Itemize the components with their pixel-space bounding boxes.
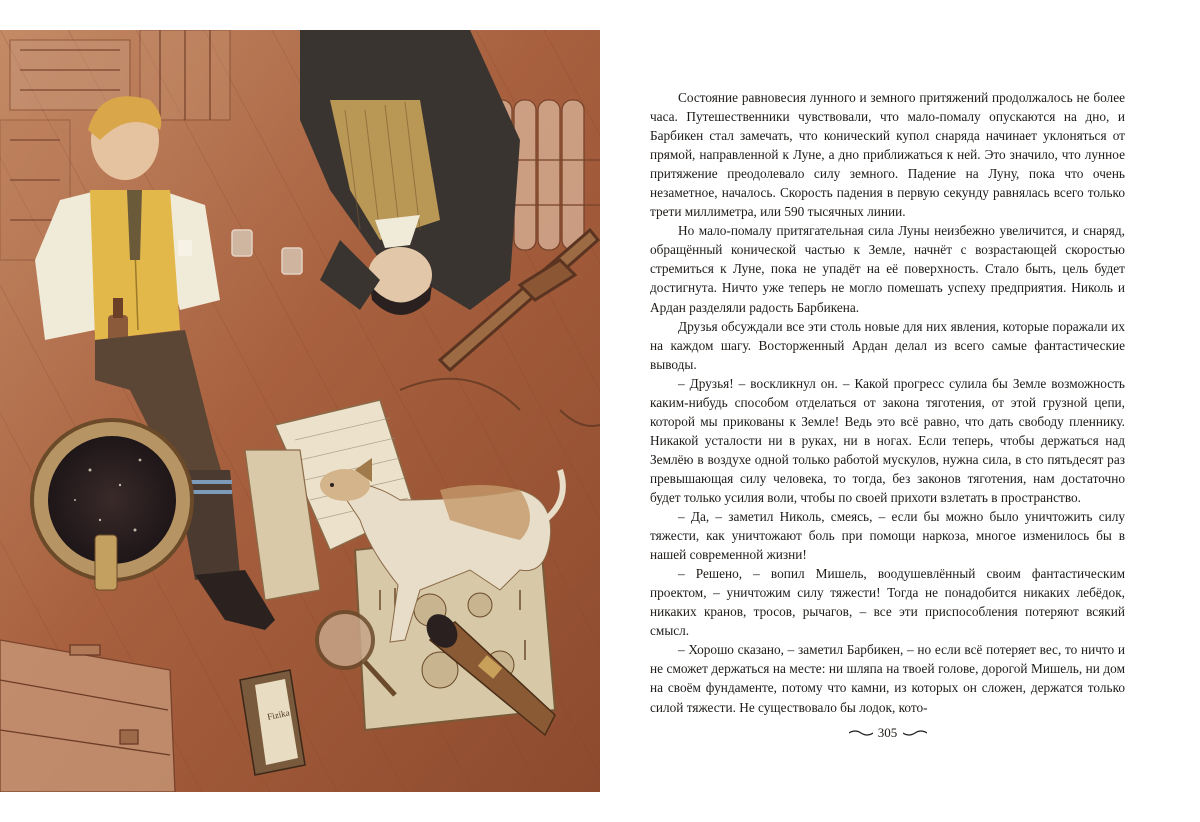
- paragraph: Состояние равновесия лунного и земного притяжений продолжалось не более часа. Путешественники чувствовали, что мало-помалу опускаются на дно, и Барбикен стал замечать, что конический купол снаряда начинает уклоняться от прямой, направленной к Луне, а дно приближаться к ней. Это значило, что лунное притяжение преодолевало силу земного. Падение на Луну, пока что очень незаметное, началось. Скорость падения в первую секунду равнялась всего только трети миллиметра, или 590 тысячных линии.: [650, 90, 1125, 220]
- paragraph: – Решено, – вопил Мишель, воодушевлённый своим фантастическим проектом, – уничтожим силу тяжести! Тогда не понадобится никаких лебёдок, никаких кранов, тросов, рычагов, – все эти приспособления потеряют всякий смысл.: [650, 566, 1125, 639]
- man-in-coat: [300, 30, 520, 315]
- page-number-text: 305: [877, 725, 898, 741]
- left-ornament-icon: [849, 729, 873, 737]
- book-spine-text: Fizika: [266, 707, 291, 722]
- page-number: [650, 724, 1125, 741]
- paragraph: – Да, – заметил Николь, смеясь, – если бы можно было уничтожить силу тяжести, как уничтожают боль при помощи наркоза, многое изменилось бы в нашей современной жизни!: [650, 509, 1125, 563]
- illustration-artwork: [0, 30, 600, 792]
- right-ornament-icon: [903, 729, 927, 737]
- illustration: [0, 30, 600, 792]
- paragraph: Но мало-помалу притягательная сила Луны неизбежно увеличится, и снаряд, обращённый конической частью к Земле, начнёт с возрастающей скоростью стремиться к Луне, пока не упадёт на её поверхность. Стало быть, цель будет достигнута. Ничто уже теперь не могло помешать успеху предприятия. Николь и Ардан разделяли радость Барбикена.: [650, 223, 1125, 315]
- paragraph: Друзья обсуждали все эти столь новые для них явления, которые поражали их на каждом шагу. Восторженный Ардан делал из всего самые фантастические выводы.: [650, 318, 1125, 372]
- paragraph: – Хорошо сказано, – заметил Барбикен, – но если всё потеряет вес, то ничто и не сможет держаться на месте: ни шляпа на твоей голове, дорогой Мишель, ни дом на своём фундаменте, потому что камни, из которых он сложен, держатся только силой тяжести. Не существовало бы лодок, кото-: [650, 642, 1125, 715]
- text-column: [650, 88, 1125, 717]
- paragraph: – Друзья! – воскликнул он. – Какой прогресс сулила бы Земле возможность каким-нибудь способом отделаться от закона тяготения, от этой грузной цепи, которой мы прикованы к Земле! Ведь это всё равно, что дать свободу пленнику. Никакой усталости ни в руках, ни в ногах. Если теперь, чтобы держаться над Землёю в воздухе одной только работой мускулов, нужна сила, в сто пятьдесят раз превышающая силу человека, то тогда, без законов тяготения, нам достаточно будет только усилия воли, чтобы по своей прихоти взлетать в пространство.: [650, 375, 1125, 505]
